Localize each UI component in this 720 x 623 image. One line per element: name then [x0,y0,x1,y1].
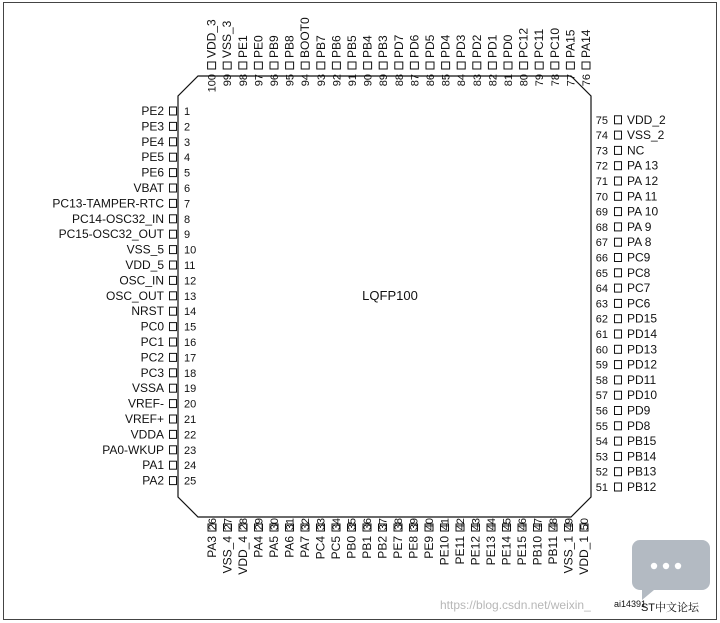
pin-name-label: PD10 [627,388,658,403]
pin-number-label: 12 [184,275,197,288]
pin-number-label: 26 [207,518,219,531]
pin-pad [615,422,622,430]
pin-name-label: PC3 [140,365,164,380]
pin-number-label: 30 [269,518,281,531]
pin-pad [317,62,325,69]
pin-name-label: PE7 [391,536,405,559]
pin-name-label: VSS_4 [220,536,235,574]
pin-pad [615,177,622,185]
pin-name-label: PC9 [627,250,651,265]
pin-number-label: 95 [284,74,297,87]
pin-pad [615,330,622,338]
pin-name-label: PE1 [235,35,250,58]
pin-name-label: PE9 [422,536,436,559]
pin-number-label: 51 [595,482,608,494]
pin-pad [239,62,247,69]
pin-pad [332,62,340,69]
pin-number-label: 8 [184,213,191,226]
pin-name-label: VSS_1 [561,536,576,574]
pin-pad [348,62,356,69]
pin-name-label: PA7 [298,536,312,558]
pin-number-label: 75 [595,114,608,127]
pin-number-label: 73 [595,145,608,158]
pin-number-label: 93 [315,74,328,87]
pin-name-label: PD12 [627,357,658,372]
pin-name-label: PA3 [205,536,219,558]
pin-number-label: 46 [517,518,529,531]
pin-number-label: 32 [300,518,312,531]
pin-name-label: PA1 [142,458,164,473]
pin-pad [582,62,590,69]
pin-pad [615,223,622,231]
pin-name-label: PA2 [142,473,164,488]
pin-number-label: 36 [362,518,374,531]
pin-pad [286,62,294,69]
pin-name-label: PA 11 [627,189,658,204]
pin-number-label: 88 [393,74,406,87]
pin-pad [426,62,434,69]
watermark-text: https://blog.csdn.net/weixin_ [440,598,591,612]
pin-number-label: 1 [184,106,191,118]
pin-pad [170,292,177,300]
pin-name-label: PD13 [627,342,658,357]
pin-number-label: 99 [222,74,235,87]
pin-number-label: 82 [487,74,500,87]
pin-number-label: 80 [518,74,531,87]
pin-number-label: 58 [595,374,608,387]
pin-pad [208,62,216,69]
pin-name-label: PD6 [407,34,422,58]
pin-number-label: 44 [486,518,498,531]
chat-bubble-icon [632,540,710,600]
pin-number-label: 60 [595,344,608,357]
pin-pad [170,276,177,284]
pin-pad [457,62,465,69]
pin-pad [615,269,622,277]
pin-number-label: 29 [253,518,266,531]
pin-name-label: PD9 [627,403,651,418]
pin-pad [615,376,622,384]
pin-number-label: 9 [184,229,191,242]
pin-pad [170,415,177,423]
pin-name-label: PB7 [313,35,328,58]
pin-number-label: 63 [595,298,608,311]
pin-number-label: 57 [595,390,608,403]
pin-pad [170,461,177,469]
pin-name-label: PC12 [516,27,531,58]
pin-number-label: 21 [184,414,197,426]
pin-name-label: PB5 [345,35,359,58]
pin-pad [615,192,622,200]
pin-number-label: 24 [184,460,197,473]
pin-pad [615,116,622,124]
pin-pad [170,169,177,177]
pin-name-label: PB15 [627,434,657,449]
pin-pad [615,452,622,460]
pin-name-label: PD8 [627,418,651,433]
pin-number-label: 18 [184,367,197,380]
pin-number-label: 91 [347,74,359,87]
pin-pad [379,62,387,69]
pin-name-label: PC2 [140,350,164,365]
pin-pad [170,323,177,331]
pin-name-label: VDDA [130,427,164,442]
pin-pad [535,62,543,69]
pin-number-label: 15 [184,321,197,334]
pin-name-label: PB1 [360,536,374,559]
pin-name-label: PE5 [141,150,164,165]
pin-number-label: 3 [184,136,191,149]
pin-name-label: PA4 [251,536,266,558]
pin-name-label: PD4 [438,34,453,58]
pin-number-label: 55 [595,420,608,433]
pin-number-label: 27 [222,518,235,531]
pin-pad [615,162,622,170]
pin-name-label: PE15 [515,536,529,566]
pin-name-label: PA 8 [627,235,652,250]
pin-number-label: 84 [456,74,469,87]
pin-number-label: 50 [579,518,591,531]
pin-number-label: 85 [440,74,453,87]
pin-name-label: PB4 [360,35,375,58]
pin-name-label: VREF+ [124,412,164,426]
pin-name-label: PA6 [282,536,297,558]
pin-number-label: 25 [184,475,197,488]
pin-name-label: PA14 [579,29,593,58]
pin-name-label: PC0 [140,319,164,334]
pin-number-label: 47 [532,518,545,531]
pin-name-label: PB3 [376,35,391,58]
pin-name-label: PD11 [627,372,657,387]
pin-number-label: 70 [595,191,608,204]
pin-number-label: 66 [595,252,608,265]
pin-pad [615,284,622,292]
pin-name-label: PB0 [344,536,359,559]
pin-number-label: 72 [595,160,608,173]
pin-name-label: PD7 [391,34,406,58]
pin-pad [301,62,309,69]
pin-name-label: VDD_5 [125,258,164,272]
pin-name-label: PB10 [530,536,545,566]
pin-number-label: 43 [470,518,483,531]
pin-name-label: VREF- [128,396,164,411]
pin-pad [170,246,177,254]
pin-pad [170,199,177,207]
figure-id: ai14391 [613,599,647,609]
pin-number-label: 87 [409,74,422,87]
pin-number-label: 90 [362,74,375,87]
pin-number-label: 97 [253,74,266,87]
pin-number-label: 77 [565,74,578,87]
pin-number-label: 92 [331,74,344,87]
pin-number-label: 37 [377,518,390,531]
pin-name-label: PB9 [267,35,281,58]
pin-number-label: 16 [184,337,197,349]
pin-pad [615,345,622,353]
forum-logo [632,540,710,614]
pin-number-label: 61 [595,329,608,341]
pin-number-label: 71 [595,176,608,188]
pin-name-label: PD3 [454,34,469,58]
pin-name-label: PB6 [329,35,344,58]
pin-name-label: VSS_2 [627,128,665,143]
pin-number-label: 79 [534,74,547,87]
pin-pad [615,254,622,262]
pin-number-label: 86 [425,74,437,87]
pin-name-label: PB14 [627,449,657,464]
pin-pad [170,353,177,361]
pin-pad [223,62,231,69]
pin-name-label: PC14-OSC32_IN [71,211,164,226]
pin-pad [170,400,177,408]
pin-number-label: 68 [595,221,608,234]
pin-name-label: PB8 [282,35,297,58]
pin-number-label: 100 [206,74,219,93]
pin-number-label: 81 [503,74,515,87]
pin-number-label: 53 [595,451,608,464]
pin-pad [615,391,622,399]
pin-pad [615,483,622,491]
pin-pad [615,299,622,307]
pin-name-label: PC15-OSC32_OUT [58,227,164,242]
pin-name-label: BOOT0 [298,17,313,58]
pin-number-label: 22 [184,429,197,442]
pin-pad [615,208,622,216]
pin-name-label: PE6 [141,165,164,180]
pin-number-label: 42 [455,518,467,531]
pin-pad [615,407,622,415]
pin-name-label: PD1 [485,34,500,58]
pin-name-label: PC11 [532,28,547,58]
pin-pad [170,477,177,485]
pin-name-label: PC7 [627,281,651,296]
pin-pad [170,338,177,346]
pin-pad [504,62,512,69]
pin-name-label: PD14 [627,327,658,341]
pin-number-label: 56 [595,405,608,418]
pin-name-label: VSS_3 [220,20,235,58]
pin-name-label: VDD_3 [204,19,219,58]
pin-name-label: NC [627,143,645,158]
pin-number-label: 38 [393,518,405,531]
pin-name-label: PC1 [140,335,164,349]
pin-name-label: VSS_5 [126,242,164,257]
pin-pad [410,62,418,69]
pin-pad [170,122,177,130]
pin-number-label: 62 [595,313,608,326]
pin-pad [364,62,372,69]
pin-number-label: 19 [184,383,197,396]
pin-pad [170,261,177,269]
pin-pad [170,307,177,315]
pin-name-label: PE14 [499,536,514,566]
pin-number-label: 67 [595,237,608,250]
pin-name-label: PE12 [468,536,483,566]
pin-name-label: PC6 [627,296,651,311]
pin-number-label: 20 [184,398,197,411]
pin-name-label: PC13-TAMPER-RTC [52,196,164,211]
pin-pad [254,62,262,69]
pin-number-label: 69 [595,206,608,219]
pin-name-label: PB11 [546,536,560,565]
pin-number-label: 13 [184,290,197,303]
pin-name-label: VSSA [131,381,164,396]
pin-pad [170,184,177,192]
pin-name-label: PE0 [251,35,266,58]
pin-name-label: PA 13 [627,158,659,173]
pin-number-label: 54 [595,436,608,449]
pin-number-label: 52 [595,466,608,479]
pin-number-label: 98 [237,73,250,87]
pin-number-label: 31 [284,518,297,531]
pin-number-label: 10 [184,244,197,257]
pin-pad [615,146,622,154]
pin-pad [170,230,177,238]
pin-name-label: PA 10 [627,204,659,219]
pin-pad [488,62,496,69]
pin-name-label: VBAT [133,181,164,195]
pin-number-label: 14 [184,306,197,319]
pin-pad [615,238,622,246]
pin-name-label: PB2 [375,536,390,559]
pin-number-label: 35 [346,518,359,531]
pin-pad [615,315,622,323]
package-label: LQFP100 [362,288,418,303]
pin-name-label: PD5 [423,34,437,58]
pin-name-label: PD2 [469,34,484,58]
pin-number-label: 96 [269,74,281,87]
pin-name-label: PE4 [141,134,164,149]
pin-pad [170,446,177,454]
pin-pad [551,62,559,69]
pin-name-label: PC5 [329,536,343,560]
pin-name-label: OSC_OUT [105,288,164,303]
pin-name-label: PE13 [484,536,498,566]
pin-number-label: 11 [184,260,196,272]
pin-pad [520,62,528,69]
pin-name-label: PA15 [563,29,578,58]
pin-pad [442,62,450,69]
pin-name-label: PE3 [141,119,164,134]
pin-number-label: 40 [424,518,436,531]
pin-number-label: 7 [184,198,191,211]
pin-name-label: PC4 [313,536,328,560]
pin-number-label: 39 [408,518,421,531]
pin-number-label: 83 [471,74,484,87]
pin-number-label: 45 [501,518,514,531]
pin-name-label: PA5 [267,536,281,558]
pin-number-label: 5 [184,167,191,180]
pin-number-label: 59 [595,359,608,372]
pin-name-label: VDD_4 [236,536,250,575]
pin-number-label: 94 [300,74,313,87]
pin-name-label: PD0 [501,34,515,58]
pin-number-label: 6 [184,183,191,195]
pin-pad [395,62,403,69]
pin-pad [170,138,177,146]
pin-name-label: PB12 [627,480,657,494]
pin-name-label: OSC_IN [119,273,164,288]
pin-name-label: PB13 [627,464,657,479]
pin-name-label: PE10 [437,536,452,566]
pin-name-label: PC10 [547,27,562,58]
pin-number-label: 2 [184,121,191,134]
pin-number-label: 23 [184,444,197,457]
pin-name-label: NRST [131,304,164,319]
pin-number-label: 48 [548,518,560,531]
pin-name-label: VDD_1 [577,536,591,575]
pin-number-label: 34 [331,518,343,531]
pin-name-label: PC8 [627,265,651,280]
pin-number-label: 17 [184,352,197,365]
pin-pad [615,437,622,445]
pin-number-label: 33 [315,518,328,531]
pin-pad [615,131,622,139]
pin-pad [615,468,622,476]
logo-text: ST中文论坛 [640,602,700,614]
pin-number-label: 4 [184,152,191,165]
pin-pad [170,369,177,377]
pin-name-label: PA 9 [627,219,652,234]
pin-number-label: 76 [581,74,593,87]
pin-number-label: 78 [549,74,562,87]
pin-pad [170,107,177,115]
pin-pad [170,430,177,438]
pin-name-label: PE2 [141,104,164,118]
pin-name-label: PA 12 [627,174,659,188]
pin-name-label: PD15 [627,311,658,326]
pin-pad [566,62,574,69]
pin-pad [473,62,481,69]
pin-pad [170,384,177,392]
pin-name-label: PE11 [453,536,467,565]
pin-number-label: 65 [595,267,608,280]
pin-pad [170,215,177,223]
pin-pad [615,361,622,369]
pin-name-label: PA0-WKUP [102,442,164,457]
pin-pad [170,153,177,161]
pin-number-label: 41 [439,518,452,531]
pin-number-label: 89 [378,74,391,87]
pin-number-label: 28 [238,518,250,531]
pin-pad [270,62,278,69]
pin-number-label: 49 [563,518,576,531]
pin-number-label: 74 [595,130,608,143]
pin-number-label: 64 [595,283,608,296]
pin-name-label: PE8 [406,536,421,559]
pin-name-label: VDD_2 [627,112,666,127]
